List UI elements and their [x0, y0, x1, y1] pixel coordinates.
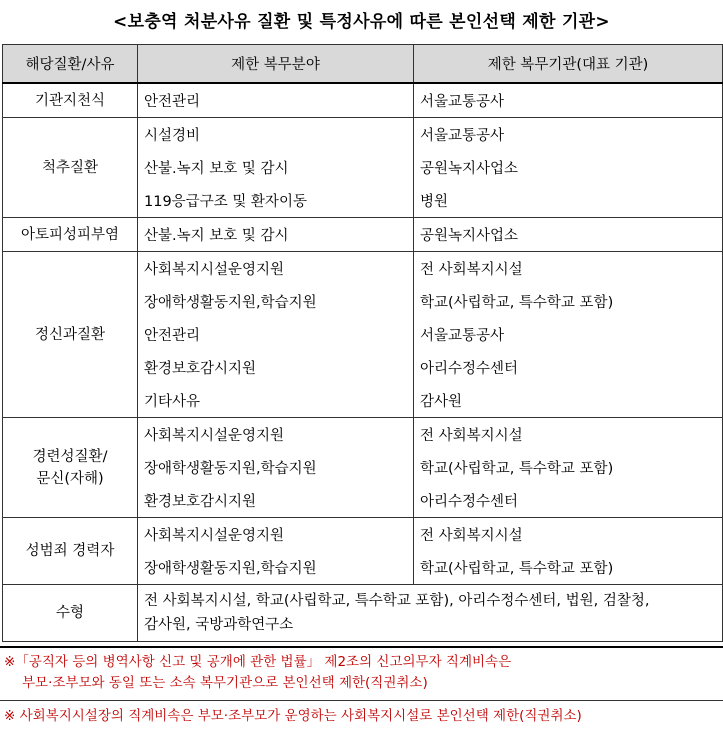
- field-cell: 사회복지시설운영지원: [138, 518, 414, 552]
- category-cell: 수형: [3, 585, 138, 642]
- institution-cell: 병원: [414, 184, 723, 218]
- institution-cell: 학교(사립학교, 특수학교 포함): [414, 551, 723, 585]
- field-cell: 산불.녹지 보호 및 감시: [138, 151, 414, 184]
- category-cell: [3, 418, 138, 518]
- category-cell: 정신과질환: [3, 252, 138, 418]
- notes-section: [0, 646, 723, 735]
- document-title: <보충역 처분사유 질환 및 특정사유에 따른 본인선택 제한 기관>: [113, 12, 610, 32]
- category-cell: 척추질환: [3, 118, 138, 218]
- field-cell: 산불.녹지 보호 및 감시: [138, 218, 414, 252]
- note-line: ※「공직자 등의 병역사항 신고 및 공개에 관한 법률」 제2조의 신고의무자 직계비속은: [4, 654, 512, 670]
- field-cell: 장애학생활동지원,학습지원: [138, 451, 414, 484]
- note-public-official: [0, 648, 723, 700]
- institution-cell: 아리수정수센터: [414, 351, 723, 384]
- note-welfare-facility: ※ 사회복지시설장의 직계비속은 부모·조부모가 운영하는 사회복지시설로 본인선택 제한(직권취소): [0, 700, 723, 735]
- table-row: [3, 118, 723, 152]
- header-restricted-institution: 제한 복무기관(대표 기관): [414, 45, 723, 84]
- field-cell: 안전관리: [138, 318, 414, 351]
- table-row: [3, 418, 723, 452]
- institution-cell: 전 사회복지시설: [414, 418, 723, 452]
- institution-cell: 공원녹지사업소: [414, 151, 723, 184]
- field-cell: 사회복지시설운영지원: [138, 418, 414, 452]
- merged-institution-cell: [138, 585, 723, 642]
- note-line: 부모·조부모와 동일 또는 소속 복무기관으로 본인선택 제한(직권취소): [22, 675, 428, 691]
- table-row: [3, 83, 723, 118]
- institution-cell: 서울교통공사: [414, 118, 723, 152]
- category-cell: 아토피성피부염: [3, 218, 138, 252]
- field-cell: 기타사유: [138, 384, 414, 418]
- category-line: 경련성질환/: [32, 448, 108, 465]
- table-header-row: [3, 45, 723, 84]
- institution-cell: 전 사회복지시설: [414, 518, 723, 552]
- field-cell: 119응급구조 및 환자이동: [138, 184, 414, 218]
- field-cell: 환경보호감시지원: [138, 351, 414, 384]
- institution-cell: 공원녹지사업소: [414, 218, 723, 252]
- table-row: [3, 518, 723, 552]
- field-cell: 사회복지시설운영지원: [138, 252, 414, 286]
- field-cell: 환경보호감시지원: [138, 484, 414, 518]
- merged-line: 감사원, 국방과학연구소: [144, 617, 294, 633]
- institution-cell: 서울교통공사: [414, 83, 723, 118]
- table-row: [3, 218, 723, 252]
- institution-cell: 학교(사립학교, 특수학교 포함): [414, 285, 723, 318]
- category-cell: 기관지천식: [3, 83, 138, 118]
- institution-cell: 학교(사립학교, 특수학교 포함): [414, 451, 723, 484]
- table-row: [3, 585, 723, 642]
- institution-cell: 아리수정수센터: [414, 484, 723, 518]
- header-restricted-field: 제한 복무분야: [138, 45, 414, 84]
- field-cell: 장애학생활동지원,학습지원: [138, 551, 414, 585]
- header-condition: 해당질환/사유: [3, 45, 138, 84]
- institution-cell: 서울교통공사: [414, 318, 723, 351]
- field-cell: 시설경비: [138, 118, 414, 152]
- field-cell: 장애학생활동지원,학습지원: [138, 285, 414, 318]
- category-cell: 성범죄 경력자: [3, 518, 138, 585]
- institution-cell: 전 사회복지시설: [414, 252, 723, 286]
- field-cell: 안전관리: [138, 83, 414, 118]
- merged-line: 전 사회복지시설, 학교(사립학교, 특수학교 포함), 아리수정수센터, 법원, 검찰청,: [144, 593, 650, 609]
- restriction-table: [2, 44, 723, 642]
- institution-cell: 감사원: [414, 384, 723, 418]
- table-row: [3, 252, 723, 286]
- category-line: 문신(자해): [36, 470, 104, 487]
